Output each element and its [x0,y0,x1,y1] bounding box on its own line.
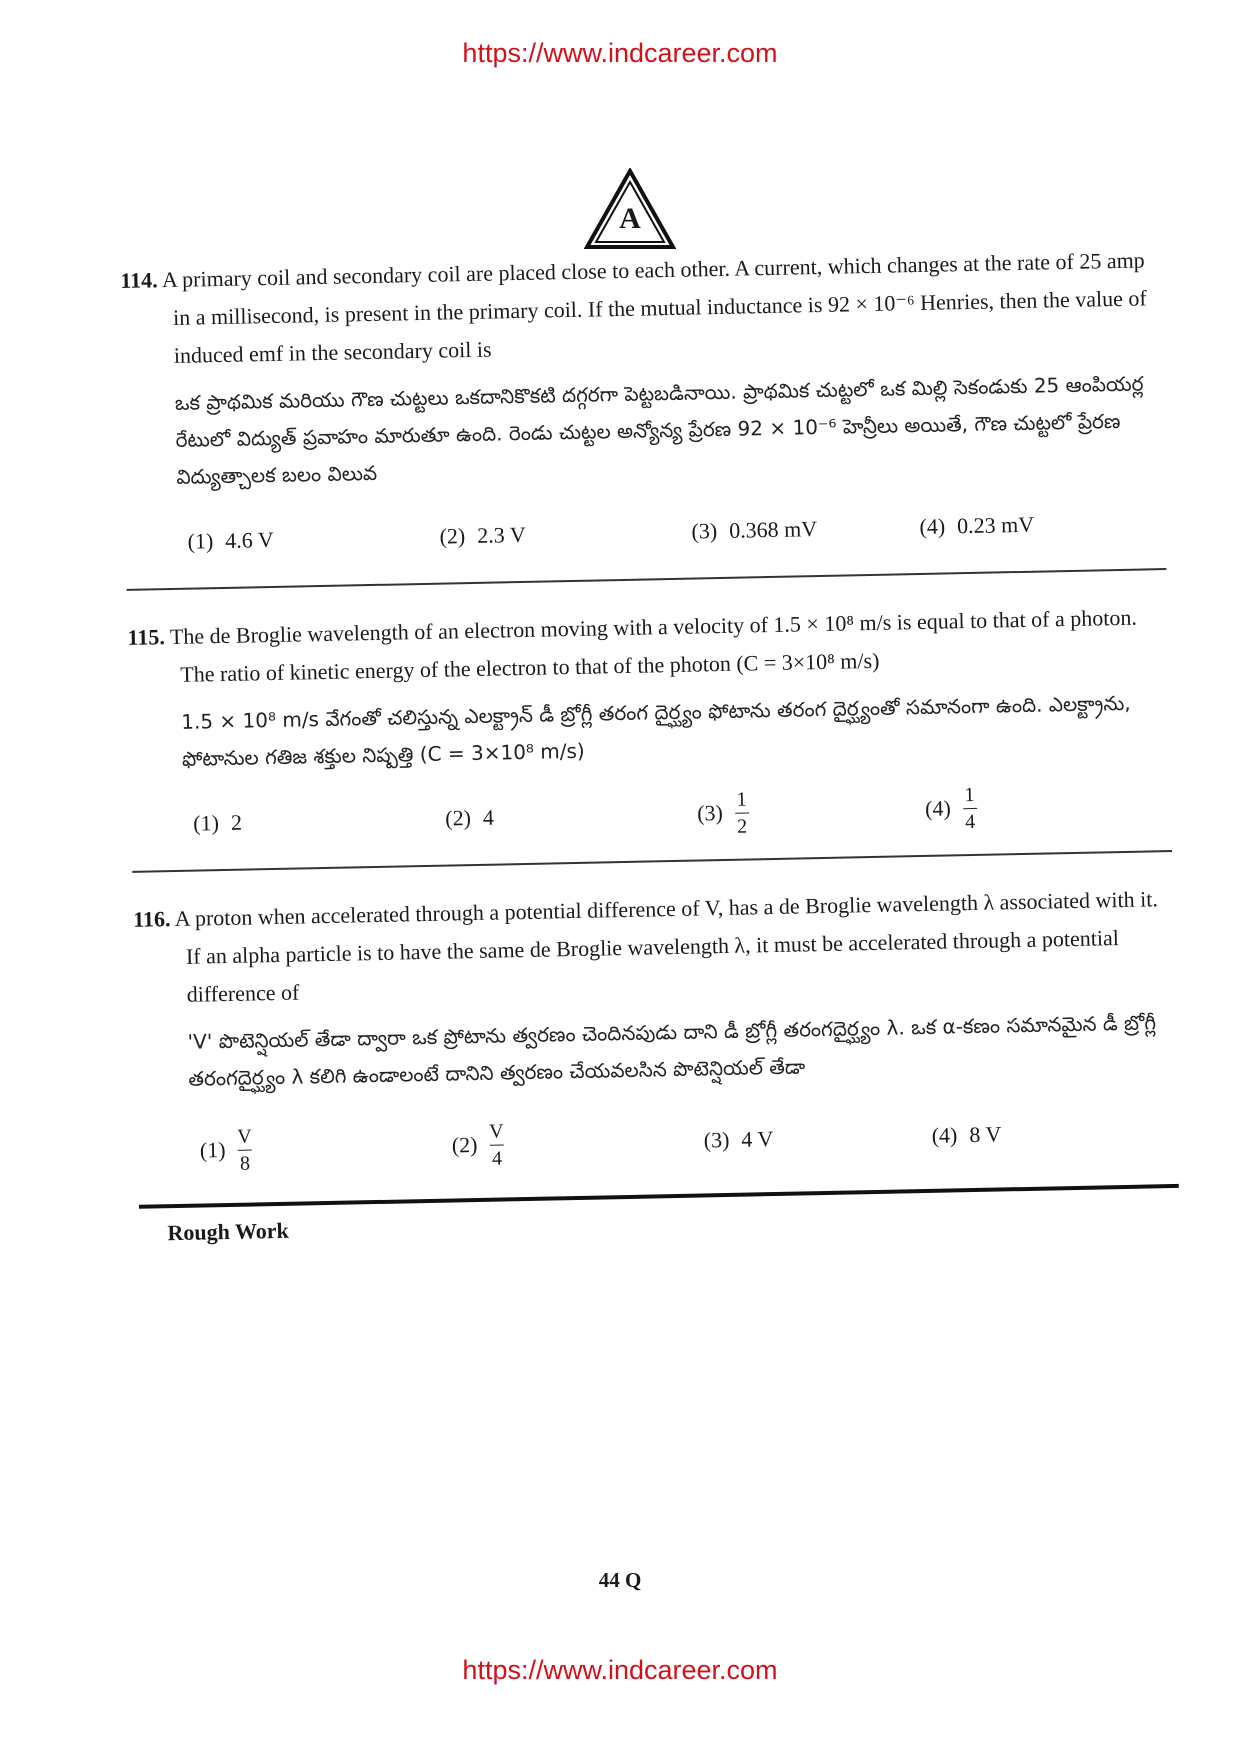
option-1[interactable] [187,524,439,555]
question-divider [127,568,1167,591]
option-label: (1) [187,528,214,554]
option-3[interactable] [697,784,926,838]
options-row [131,776,1172,853]
fraction-denominator: 4 [964,810,976,833]
option-label: (4) [924,795,952,821]
option-label: (2) [444,805,472,831]
fraction-denominator: 4 [491,1147,503,1170]
option-fraction [962,783,977,832]
question-body: A primary coil and secondary coil are placed close to each other. A current, which changes at the rate of 25 amp in a millisecond, is present in the primary coil. If the mutual inductance is 92 × 10⁻⁶ Henries, then the value of induced emf in the secondary coil is [161,247,1147,368]
option-value: 0.23 mV [956,511,1035,539]
option-label: (4) [931,1122,958,1148]
question-number: 115. [127,624,166,650]
question-divider [132,850,1172,873]
option-value: 4 [482,804,495,830]
question-text-english [120,241,1162,376]
option-4[interactable] [919,512,1034,540]
option-value: 2 [230,809,243,835]
options-row [125,494,1166,571]
watermark-link-top[interactable]: https://www.indcareer.com [462,38,778,68]
question-114 [120,241,1166,591]
option-label: (3) [691,518,718,544]
option-value: 4 V [741,1126,774,1152]
fraction-denominator: 2 [736,815,748,838]
question-text-english [127,598,1168,695]
page-code: 44 Q [598,1568,642,1592]
option-2[interactable] [439,519,691,550]
fraction-numerator: 1 [964,783,975,806]
question-text-telugu: 1.5 × 10⁸ m/s వేగంతో చలిస్తున్న ఎలక్ట్రాన్ డీ బ్రోగ్లీ తరంగ దైర్ఘ్యం ఫోటాను తరంగ దైర్ఘ్యంతో సమానంగా ఉంది. ఎలక్ట్రాను, ఫోటానుల గతిజ శక్తుల నిష్పత్తి (C = 3×10⁸ m/s) [181,690,1131,771]
option-1[interactable] [199,1121,452,1175]
fraction-bar [490,1144,504,1145]
question-text-telugu: ఒక ప్రాథమిక మరియు గౌణ చుట్టలు ఒకదానికొకటి దగ్గరగా పెట్టబడినాయి. ప్రాథమిక చుట్టలో ఒక మిల్లి సెకండుకు 25 ఆంపియర్ల రేటులో విద్యుత్ ప్రవాహం మారుతూ ఉంది. రెండు చుట్టల అన్యోన్య ప్రేరణ 92 × 10⁻⁶ హెన్రీలు అయితే, గౌణ చుట్టలో ప్రేరణ విద్యుత్చాలక బలం విలువ [174,371,1144,489]
option-value: 4.6 V [225,526,275,553]
fraction-numerator: V [237,1125,252,1148]
question-number: 114. [120,267,158,293]
question-body: A proton when accelerated through a potential difference of V, has a de Broglie wavelength λ associated with it. If an alpha particle is to have the same de Broglie wavelength λ, it must be accelerated through a potential difference of [174,886,1159,1007]
option-label: (3) [696,800,724,826]
option-value: 0.368 mV [728,516,818,543]
option-2[interactable] [445,801,697,832]
fraction-numerator: V [488,1119,504,1143]
option-label: (3) [703,1126,730,1153]
watermark-link-bottom[interactable]: https://www.indcareer.com [462,1655,778,1685]
fraction-bar [963,807,977,808]
option-label: (1) [199,1137,226,1163]
options-row [137,1096,1178,1187]
option-label: (1) [193,810,220,836]
option-4[interactable] [931,1121,1001,1148]
rough-work-label: Rough Work [167,1217,289,1246]
option-value: 8 V [969,1121,1002,1148]
option-value: 2.3 V [476,521,526,548]
option-label: (4) [919,513,946,540]
option-4[interactable] [925,783,978,833]
booklet-series-letter: A [619,202,641,235]
fraction-bar [238,1149,252,1150]
question-116 [133,880,1179,1209]
option-3[interactable] [691,514,919,545]
question-text-english [133,880,1175,1015]
option-fraction [489,1120,504,1169]
question-number: 116. [132,906,171,932]
option-1[interactable] [193,806,445,837]
question-115 [127,598,1172,873]
question-body: The de Broglie wavelength of an electron moving with a velocity of 1.5 × 10⁸ m/s is equal to that of a photon. The ratio of kinetic energy of the electron to that of the photon (C = 3×10⁸ m/s) [169,604,1138,687]
option-2[interactable] [451,1116,704,1170]
question-page [120,241,1180,1247]
fraction-bar [735,812,749,813]
option-3[interactable] [703,1123,931,1154]
option-label: (2) [451,1132,478,1158]
fraction-denominator: 8 [239,1152,251,1175]
booklet-series-badge [584,168,676,250]
question-text-telugu: 'V' పొటెన్షియల్ తేడా ద్వారా ఒక ప్రోటాను త్వరణం చెందినపుడు దాని డీ బ్రోగ్లీ తరంగదైర్ఘ్యం λ. ఒక α-కణం సమానమైన డీ బ్రోగ్లీ తరంగదైర్ఘ్యం λ కలిగి ఉండాలంటే దానిని త్వరణం చేయవలసిన పొటెన్షియల్ తేడా [187,1010,1157,1091]
option-fraction [734,788,749,837]
option-fraction [237,1125,252,1174]
fraction-numerator: 1 [736,788,747,811]
option-label: (2) [439,523,466,549]
